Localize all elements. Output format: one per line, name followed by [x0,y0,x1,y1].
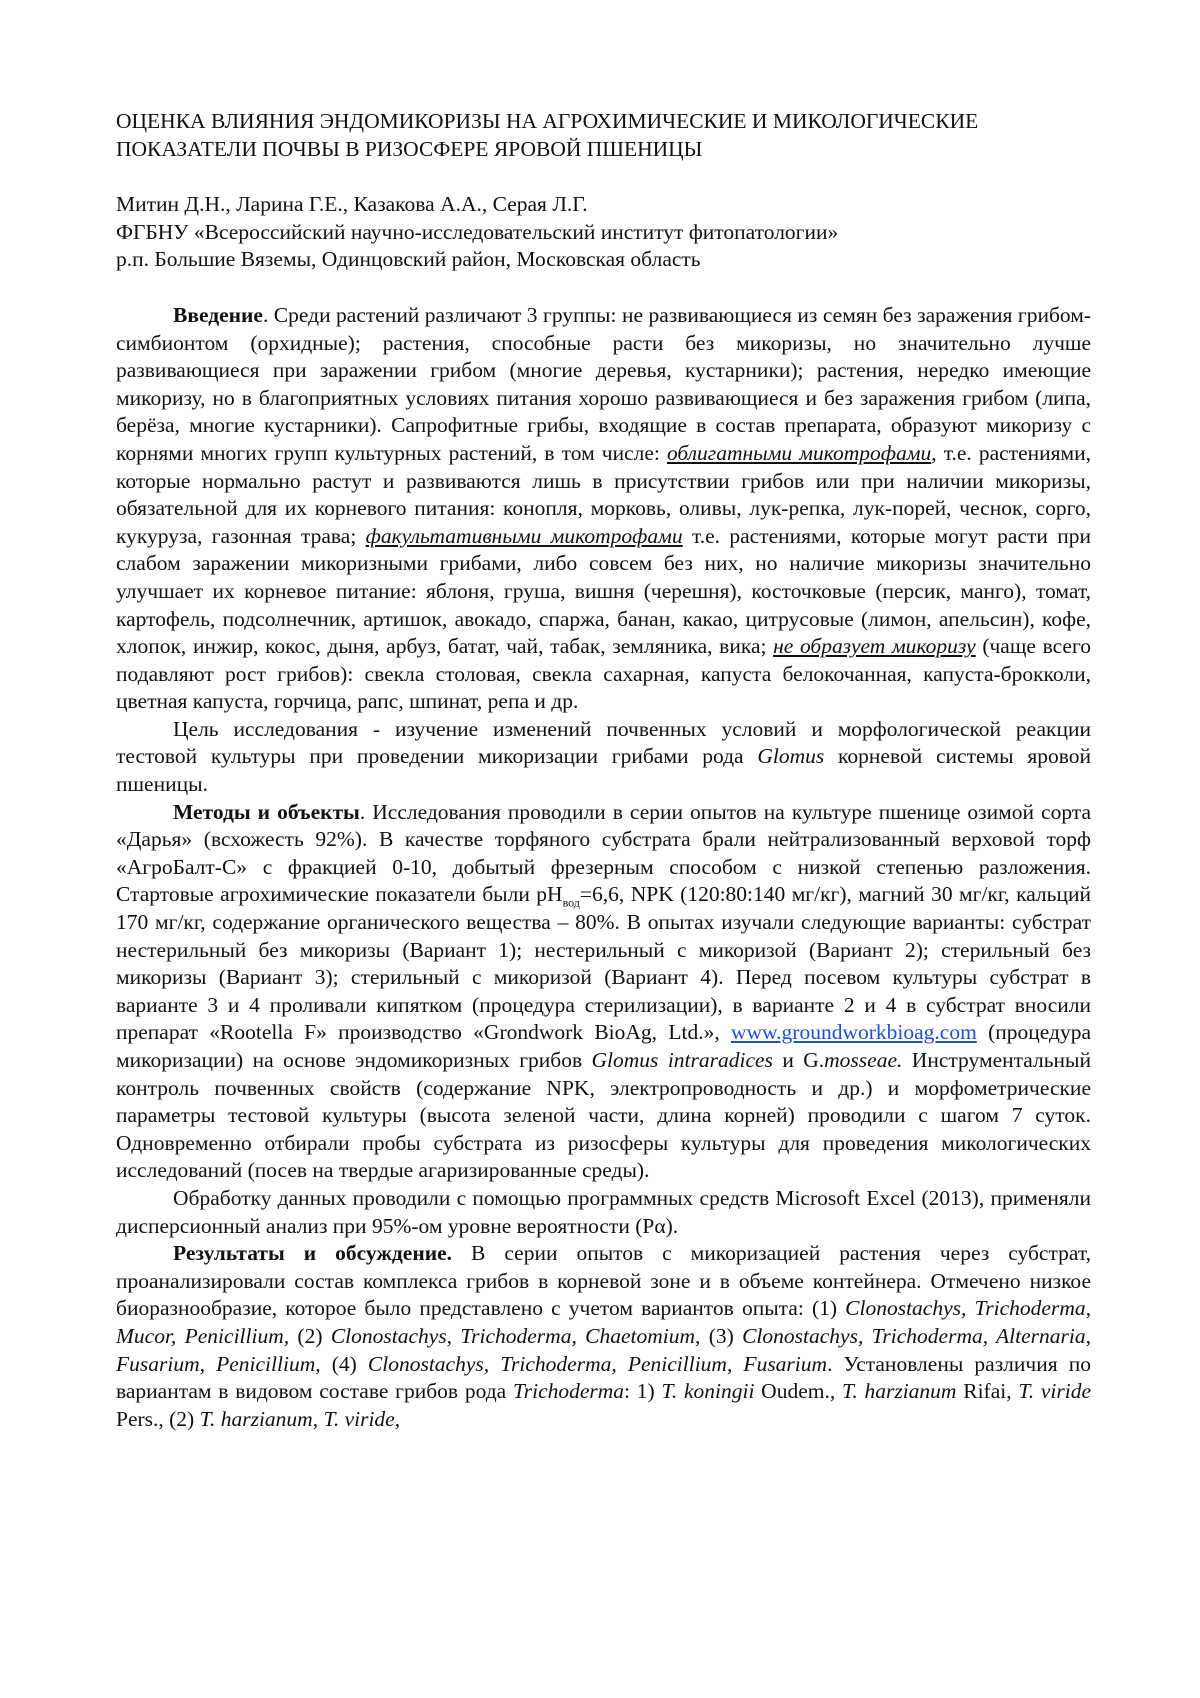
results-text: (4) [320,1351,368,1376]
results-text: Rifai, [956,1379,1019,1404]
website-link[interactable]: www.groundworkbioag.com [730,1020,977,1045]
affiliation-line: ФГБНУ «Всероссийский научно-исследовательский институт фитопатологии» [116,219,839,244]
address-line: р.п. Большие Вяземы, Одинцовский район, Московская область [116,247,701,272]
intro-paragraph [116,302,1091,716]
aim-text: корневой системы яровой пшеницы. [116,744,1091,797]
species-name: Glomus intraradices [591,1048,773,1072]
results-text: Oudem., [754,1379,842,1404]
genus-list: Clonostachys, Trichoderma, Chaetomium, [330,1323,701,1348]
results-text: : 1) [624,1379,662,1404]
ph-subscript: вод [562,895,580,910]
genus-list: Clonostachys, Trichoderma, Mucor, Penicillium, [116,1296,1091,1348]
document-page [116,108,1091,1433]
results-text: Pers., (2) [116,1406,200,1431]
underlined-term: не образует микоризу [773,634,976,659]
methods-text: и G. [772,1048,825,1072]
species-name: T. viride [1018,1379,1092,1404]
genus-name: Trichoderma [512,1379,625,1404]
genus-list: Clonostachys, Trichoderma, Alternaria, Fusarium, Penicillium, [116,1323,1091,1376]
methods-text: =6,6, NPK (120:80:140 мг/кг), магний 30 мг/кг, кальций 170 мг/кг, содержание органического вещества – 80%. В опытах изучали следующие варианты: субстрат нестерильный без микоризы (Вариант 1); нестерильный с микоризой (Вариант 2); стерильный без микоризы (Вариант 3); стерильный с микоризой (Вариант 4). Перед посевом культуры субстрат в варианте 3 и 4 проливали кипятком (процедура стерилизации), в варианте 2 и 4 в субстрат вносили препарат «Rootella F» производство «Grondwork BioAg, Ltd.», [116,882,1091,1045]
results-text: . Установлены различия по вариантам в видовом составе грибов рода [116,1351,1091,1404]
methods-text: Инструментальный контроль почвенных свойств (содержание NPK, электропроводность и др.) и морфометрические параметры тестовой культуры (высота зеленой части, длина корней) проводили с шагом 7 суток. Одновременно отбирали пробы субстрата из ризосферы культуры для проведения микологических исследований (посев на твердые агаризированные среды). [116,1048,1091,1183]
genus-list: Clonostachys, Trichoderma, Penicillium, Fusarium [367,1351,828,1376]
results-text: (3) [700,1323,743,1348]
species-name: T. koningii [661,1379,755,1404]
stats-paragraph: Обработку данных проводили с помощью программных средств Microsoft Excel (2013), применяли дисперсионный анализ при 95%-ом уровне вероятности (Pα). [116,1185,1091,1238]
paper-title: ОЦЕНКА ВЛИЯНИЯ ЭНДОМИКОРИЗЫ НА АГРОХИМИЧЕСКИЕ И МИКОЛОГИЧЕСКИЕ ПОКАЗАТЕЛИ ПОЧВЫ В РИЗОСФЕРЕ ЯРОВОЙ ПШЕНИЦЫ [116,109,979,161]
species-name: mosseae. [824,1048,903,1072]
methods-text: . Исследования проводили в серии опытов на культуре пшенице озимой сорта «Дарья» (всхожесть 92%). В качестве торфяного субстрата брали нейтрализованный верховой торф «АгроБалт-С» с фракцией 0-10, добытый фрезерным способом с низкой степенью разложения. Стартовые агрохимические показатели были pH [116,799,1091,907]
results-heading: Результаты и обсуждение. [173,1241,453,1266]
authors-line: Митин Д.Н., Ларина Г.Е., Казакова А.А., Серая Л.Г. [116,192,588,217]
species-name: T. harzianum, T. viride, [199,1406,401,1431]
results-text: В серии опытов с микоризацией растения через субстрат, проанализировали состав комплекса грибов в корневой зоне и в объеме контейнера. Отмечено низкое биоразнообразие, которое было представлено с учетом вариантов опыта: (1) [116,1241,1092,1321]
intro-heading: Введение [173,302,263,327]
methods-paragraph [116,799,1091,1185]
intro-text: (чаще всего подавляют рост грибов): свекла столовая, свекла сахарная, капуста белокочанная, капуста-брокколи, цветная капуста, горчица, рапс, шпинат, репа и др. [116,634,1091,714]
underlined-term: облигатными микотрофами [666,440,932,465]
results-text: (2) [289,1323,331,1348]
underlined-term: факультативными микотрофами [365,523,683,548]
paper-body [116,302,1091,1433]
aim-text: Цель исследования - изучение изменений почвенных условий и морфологической реакции тестовой культуры при проведении микоризации грибами рода [116,716,1091,769]
species-name: T. harzianum [841,1379,957,1404]
aim-paragraph [116,716,1091,799]
genus-name: Glomus [757,744,825,769]
methods-heading: Методы и объекты [173,799,360,824]
intro-text: . Среди растений различают 3 группы: не развивающиеся из семян без заражения грибом-симбионтом (орхидные); растения, способные расти без микоризы, но значительно лучше развивающиеся при заражении грибом (многие деревья, кустарники); растения, нередко имеющие микоризу, но в благоприятных условиях питания хорошо развивающиеся и без заражения грибом (липа, берёза, многие кустарники). Сапрофитные грибы, входящие в состав препарата, образуют микоризу с корнями многих групп культурных растений, в том числе: [116,302,1091,465]
results-paragraph [116,1240,1091,1433]
intro-text: , т.е. растениями, которые нормально растут и развиваются лишь в присутствии грибов или при наличии микоризы, обязательной для их корневого питания: конопля, морковь, оливы, лук-репка, лук-порей, чеснок, сорго, кукуруза, газонная трава; [116,440,1092,548]
author-block [116,191,1091,274]
methods-text: (процедура микоризации) на основе эндомикоризных грибов [116,1020,1091,1072]
intro-text: т.е. растениями, которые могут расти при слабом заражении микоризными грибами, либо совсем без них, но наличие микоризы значительно улучшает их корневое питание: яблоня, груша, вишня (черешня), косточковые (персик, манго), томат, картофель, подсолнечник, артишок, авокадо, спаржа, банан, какао, цитрусовые (лимон, апельсин), кофе, хлопок, инжир, кокос, дыня, арбуз, батат, чай, табак, земляника, вика; [116,523,1091,659]
